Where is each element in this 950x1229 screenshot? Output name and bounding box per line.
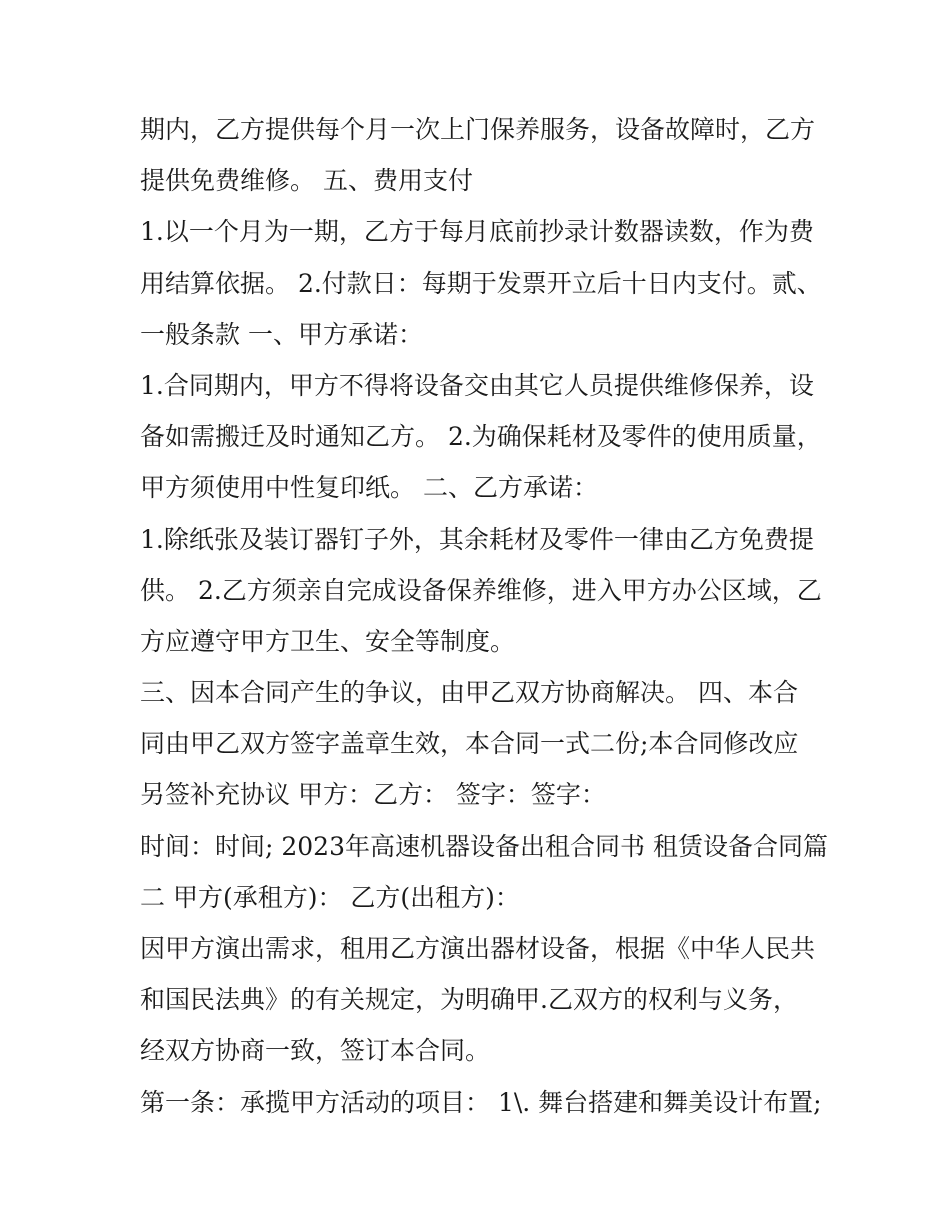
text-line: 期内，乙方提供每个月一次上门保养服务，设备故障时，乙方 xyxy=(140,115,816,144)
text-line: 1.以一个月为一期，乙方于每月底前抄录计数器读数，作为费 xyxy=(140,217,814,247)
text-line: 甲方须使用中性复印纸。 二、乙方承诺： xyxy=(140,473,598,503)
text-line: 二 甲方(承租方)： 乙方(出租方)： xyxy=(140,882,520,912)
text-line: 一般条款 一、甲方承诺： xyxy=(140,319,423,349)
text-line: 1.合同期内，甲方不得将设备交由其它人员提供维修保养，设 xyxy=(140,370,814,400)
document-body xyxy=(140,104,828,1128)
text-line: 备如需搬迁及时通知乙方。 2.为确保耗材及零件的使用质量， xyxy=(140,422,822,452)
text-line: 供。 2.乙方须亲自完成设备保养维修，进入甲方办公区域，乙 xyxy=(140,575,822,605)
text-line: 另签补充协议 甲方：乙方： 签字：签字： xyxy=(140,780,606,810)
text-line: 经双方协商一致，签订本合同。 xyxy=(140,1036,491,1066)
text-line: 和国民法典》的有关规定，为明确甲.乙双方的权利与义务， xyxy=(140,985,798,1015)
text-line: 时间：时间; 2023年高速机器设备出租合同书 租赁设备合同篇 xyxy=(140,831,828,861)
text-line: 因甲方演出需求，租用乙方演出器材设备，根据《中华人民共 xyxy=(140,934,816,963)
text-line: 提供免费维修。 五、费用支付 xyxy=(140,166,473,196)
text-line: 第一条：承揽甲方活动的项目： 1\. 舞台搭建和舞美设计布置; xyxy=(140,1087,822,1117)
text-line: 同由甲乙双方签字盖章生效，本合同一式二份;本合同修改应 xyxy=(140,729,799,759)
text-line: 1.除纸张及装订器钉子外，其余耗材及零件一律由乙方免费提 xyxy=(140,524,814,554)
text-line: 三、因本合同产生的争议，由甲乙双方协商解决。 四、本合 xyxy=(140,678,798,708)
text-line: 方应遵守甲方卫生、安全等制度。 xyxy=(140,626,516,656)
text-line: 用结算依据。 2.付款日：每期于发票开立后十日内支付。贰、 xyxy=(140,268,822,298)
